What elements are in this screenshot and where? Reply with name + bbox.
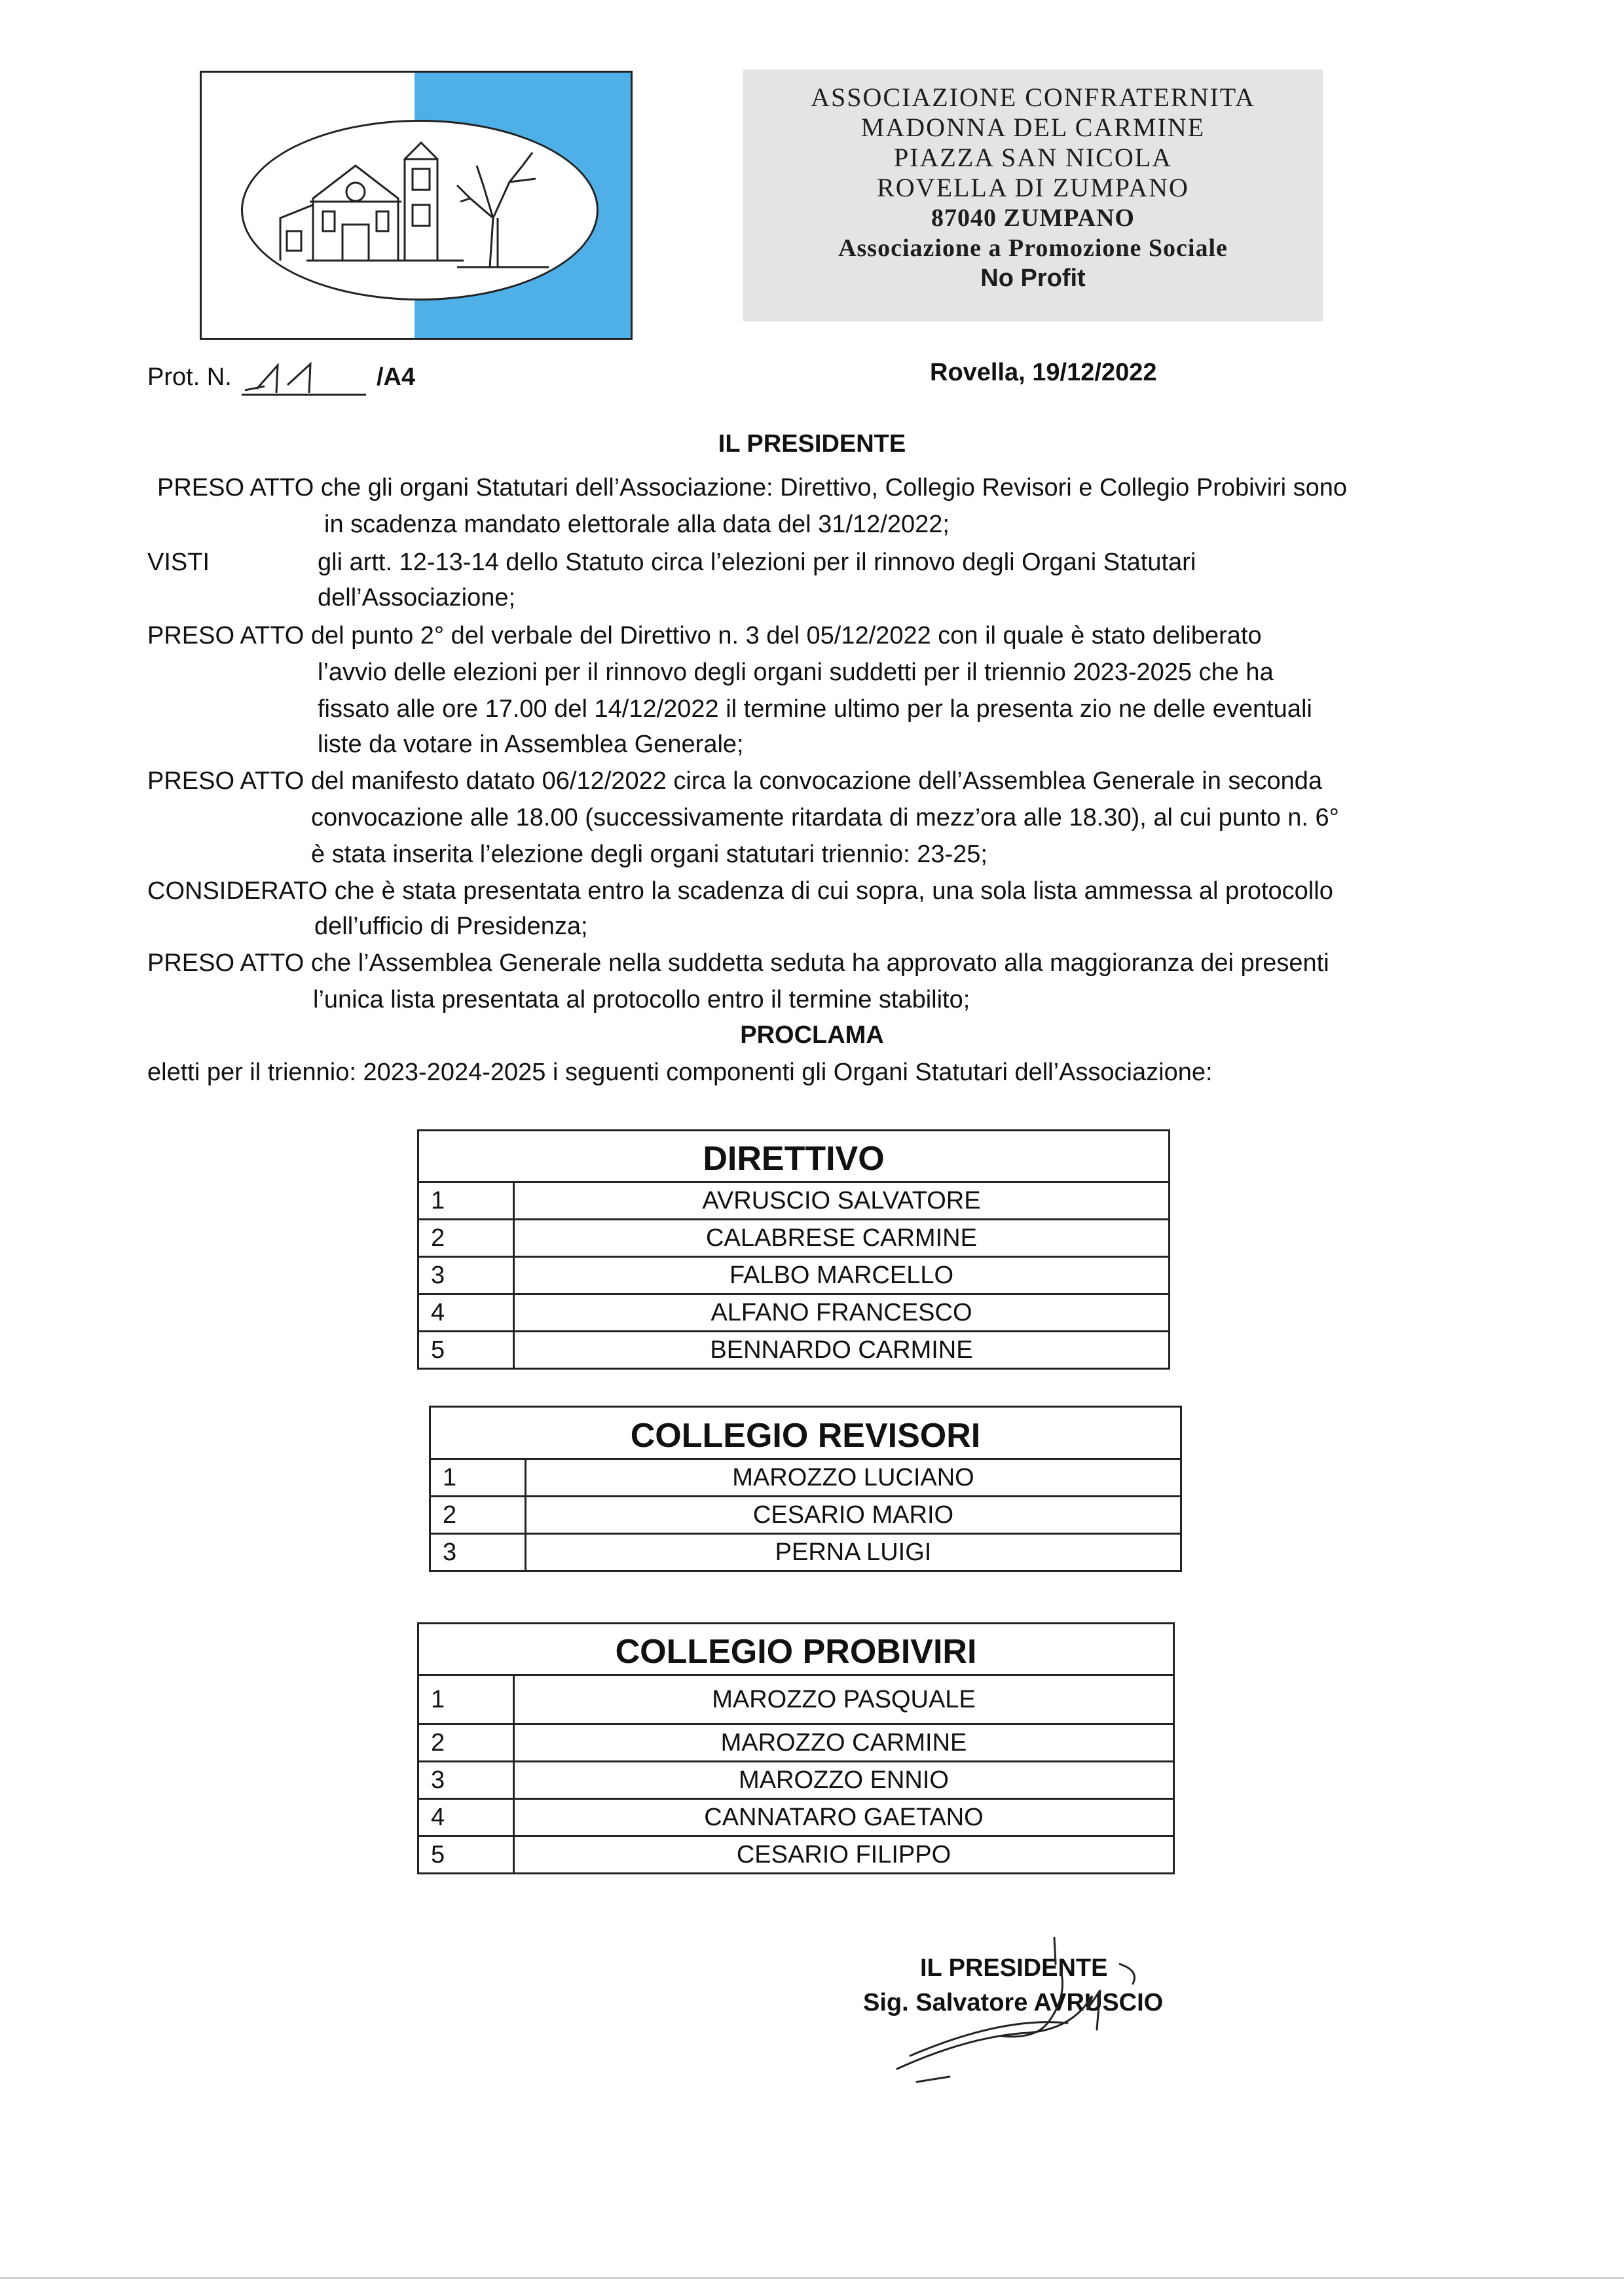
church-drawing-icon — [241, 120, 595, 297]
body-line: PRESO ATTO del punto 2° del verbale del Direttivo n. 3 del 05/12/2022 con il quale è stato deliberato — [147, 622, 1262, 649]
body-line: gli artt. 12-13-14 dello Statuto circa l’elezioni per il rinnovo degli Organi Statutari — [318, 549, 1196, 576]
member-name: CESARIO FILIPPO — [514, 1836, 1174, 1874]
letterhead-line: 87040 ZUMPANO — [931, 204, 1135, 232]
row-number: 4 — [418, 1799, 514, 1836]
table-title: DIRETTIVO — [418, 1131, 1170, 1182]
body-line: liste da votare in Assemblea Generale; — [318, 731, 744, 758]
body-line: fissato alle ore 17.00 del 14/12/2022 il termine ultimo per la presenta zio ne delle eventuali — [318, 695, 1312, 723]
member-name: MAROZZO LUCIANO — [526, 1459, 1181, 1497]
row-number: 2 — [430, 1497, 526, 1534]
body-line: VISTI — [147, 549, 210, 576]
member-name: MAROZZO CARMINE — [514, 1724, 1174, 1762]
signature-name: Sig. Salvatore AVRUSCIO — [863, 1989, 1164, 2016]
body-line: convocazione alle 18.00 (successivamente ritardata di mezz’ora alle 18.30), al cui punto n. 6° — [311, 804, 1339, 831]
table-title: COLLEGIO PROBIVIRI — [418, 1624, 1174, 1675]
row-number: 2 — [418, 1220, 514, 1257]
row-number: 5 — [418, 1836, 514, 1874]
row-number: 4 — [418, 1294, 514, 1332]
member-name: ALFANO FRANCESCO — [514, 1294, 1170, 1332]
body-line: PRESO ATTO che gli organi Statutari dell’Associazione: Direttivo, Collegio Revisori e Collegio Probiviri sono — [157, 474, 1348, 501]
member-name: AVRUSCIO SALVATORE — [514, 1182, 1170, 1220]
member-name: MAROZZO ENNIO — [514, 1762, 1174, 1799]
body-line: dell’ufficio di Presidenza; — [314, 913, 588, 940]
row-number: 2 — [418, 1724, 514, 1762]
member-name: CALABRESE CARMINE — [514, 1220, 1170, 1257]
row-number: 3 — [418, 1762, 514, 1799]
letterhead-line: MADONNA DEL CARMINE — [860, 113, 1206, 142]
table-collegio-probiviri — [417, 1622, 1175, 1874]
protocol-label: Prot. N. — [147, 363, 232, 391]
member-name: CANNATARO GAETANO — [514, 1799, 1174, 1836]
letterhead-line: No Profit — [980, 264, 1086, 292]
association-logo — [200, 71, 633, 340]
member-name: PERNA LUIGI — [526, 1534, 1181, 1571]
body-line: PRESO ATTO che l’Assemblea Generale nella suddetta seduta ha approvato alla maggioranza dei presenti — [147, 949, 1329, 977]
proclama-heading: PROCLAMA — [740, 1021, 884, 1049]
body-line: l’avvio delle elezioni per il rinnovo degli organi suddetti per il triennio 2023-2025 che ha — [318, 659, 1274, 686]
member-name: MAROZZO PASQUALE — [514, 1675, 1174, 1724]
signature-title: IL PRESIDENTE — [920, 1954, 1108, 1982]
body-line: dell’Associazione; — [318, 584, 516, 611]
letterhead-line: Associazione a Promozione Sociale — [838, 234, 1228, 262]
row-number: 5 — [418, 1332, 514, 1369]
member-name: BENNARDO CARMINE — [514, 1332, 1170, 1369]
row-number: 1 — [418, 1182, 514, 1220]
letterhead-line: ASSOCIAZIONE CONFRATERNITA — [811, 82, 1255, 112]
table-direttivo — [417, 1129, 1170, 1370]
row-number: 1 — [430, 1459, 526, 1497]
handwritten-signature-icon — [871, 1925, 1211, 2095]
row-number: 3 — [430, 1534, 526, 1571]
handwritten-number-icon — [238, 359, 369, 398]
protocol-number — [147, 359, 415, 398]
row-number: 3 — [418, 1257, 514, 1294]
table-collegio-revisori — [429, 1406, 1182, 1572]
member-name: CESARIO MARIO — [526, 1497, 1181, 1534]
date-line: Rovella, 19/12/2022 — [930, 359, 1157, 386]
protocol-suffix: /A4 — [376, 363, 416, 391]
elected-intro: eletti per il triennio: 2023-2024-2025 i seguenti componenti gli Organi Statutari dell’Associazione: — [147, 1059, 1213, 1086]
member-name: FALBO MARCELLO — [514, 1257, 1170, 1294]
body-line: PRESO ATTO del manifesto datato 06/12/2022 circa la convocazione dell’Assemblea Generale in seconda — [147, 767, 1323, 795]
page-bottom-rule — [0, 2277, 1624, 2279]
row-number: 1 — [418, 1675, 514, 1724]
body-line: è stata inserita l’elezione degli organi statutari triennio: 23-25; — [311, 841, 987, 868]
association-letterhead — [743, 69, 1323, 321]
letterhead-line: PIAZZA SAN NICOLA — [893, 143, 1173, 172]
president-heading: IL PRESIDENTE — [718, 430, 906, 458]
body-line: l’unica lista presentata al protocollo entro il termine stabilito; — [313, 986, 970, 1013]
body-line: in scadenza mandato elettorale alla data del 31/12/2022; — [324, 511, 950, 538]
table-title: COLLEGIO REVISORI — [430, 1407, 1181, 1459]
letterhead-line: ROVELLA DI ZUMPANO — [877, 173, 1189, 202]
body-line: CONSIDERATO che è stata presentata entro la scadenza di cui sopra, una sola lista ammessa al protocollo — [147, 877, 1333, 905]
